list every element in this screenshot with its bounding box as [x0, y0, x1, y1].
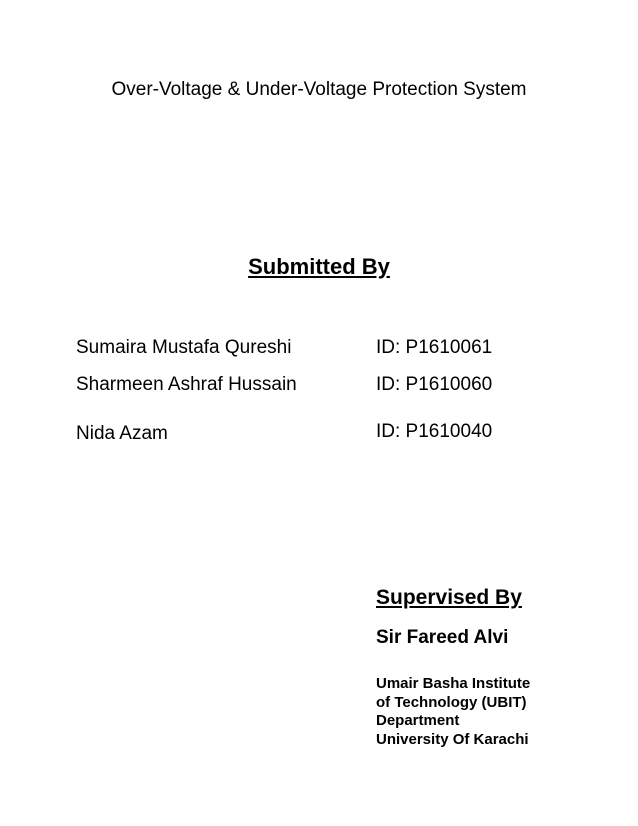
member-name: Nida Azam [76, 423, 168, 444]
member-id: ID: P1610060 [376, 374, 493, 395]
institute-line: of Technology (UBIT) [376, 693, 527, 711]
member-id: ID: P1610061 [376, 337, 493, 358]
member-name: Sumaira Mustafa Qureshi [76, 337, 292, 358]
supervisor-name: Sir Fareed Alvi [376, 627, 509, 648]
member-name: Sharmeen Ashraf Hussain [76, 374, 297, 395]
project-title: Over-Voltage & Under-Voltage Protection System [111, 79, 527, 100]
institute-line: Umair Basha Institute [376, 675, 531, 692]
member-id: ID: P1610040 [376, 421, 493, 442]
institute-block [376, 675, 530, 749]
institute-line: Department [376, 712, 460, 729]
submitted-by-heading: Submitted By [248, 254, 390, 279]
supervised-by-heading: Supervised By [376, 586, 522, 609]
institute-line: University Of Karachi [376, 730, 529, 748]
